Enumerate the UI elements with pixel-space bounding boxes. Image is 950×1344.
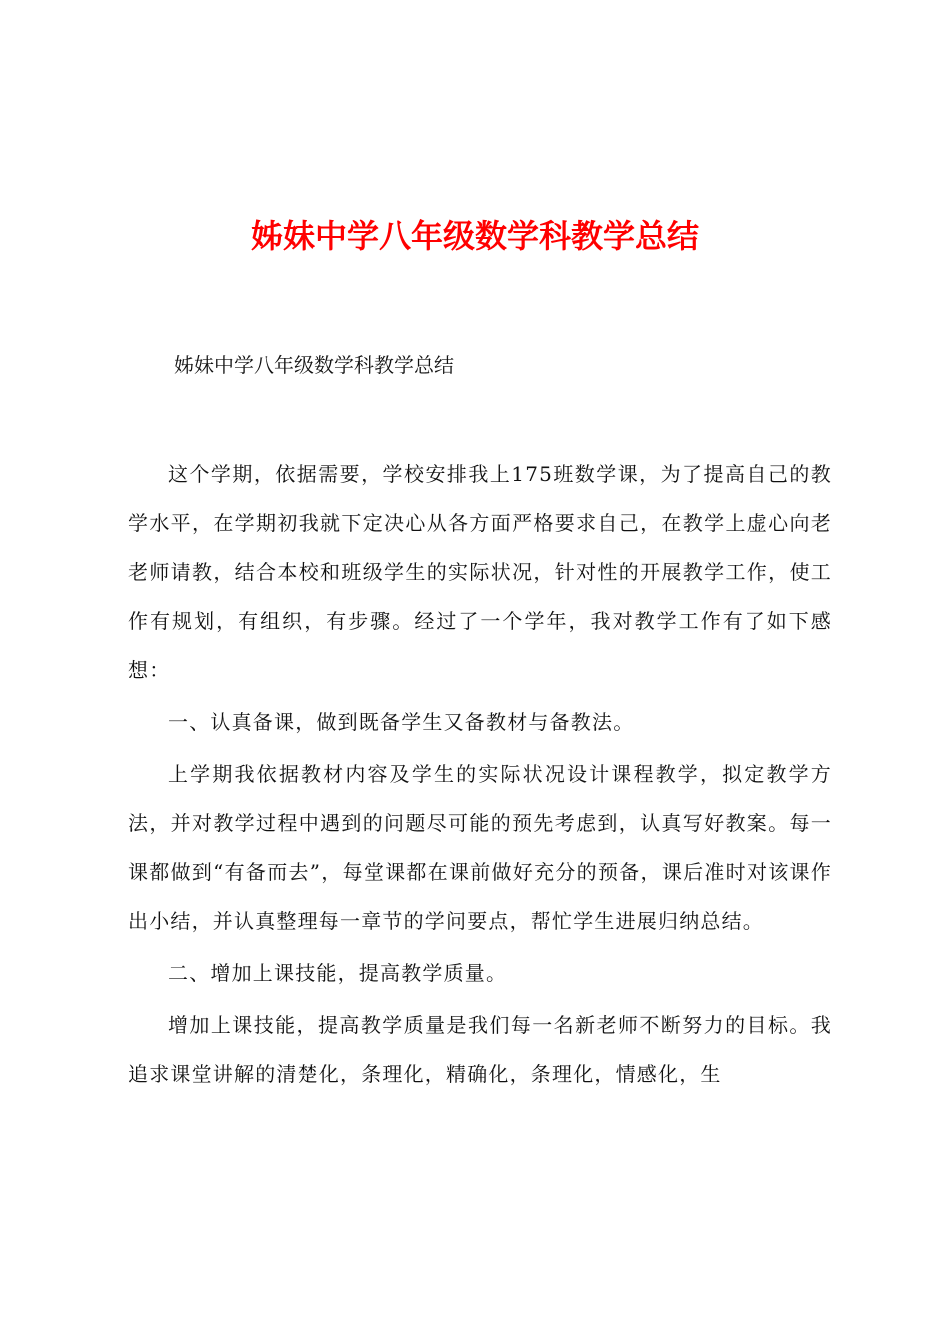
document-body <box>128 450 832 1102</box>
section-heading-1: 一、认真备课，做到既备学生又备教材与备教法。 <box>168 710 635 734</box>
section-heading-2: 二、增加上课技能，提高教学质量。 <box>168 961 508 985</box>
document-title: 姊妹中学八年级数学科教学总结 <box>250 217 699 255</box>
document-subtitle: 姊妹中学八年级数学科教学总结 <box>174 353 454 377</box>
paragraph-section-1: 上学期我依据教材内容及学生的实际状况设计课程教学，拟定教学方法，并对教学过程中遇到的问题尽可能的预先考虑到，认真写好教案。每一课都做到“有备而去”，每堂课都在课前做好充分的预备，课后准时对该课作出小结，并认真整理每一章节的学问要点，帮忙学生进展归纳总结。 <box>128 762 832 933</box>
paragraph-intro: 这个学期，依据需要，学校安排我上175班数学课，为了提高自己的教学水平，在学期初我就下定决心从各方面严格要求自己，在教学上虚心向老老师请教，结合本校和班级学生的实际状况，针对性的开展教学工作，使工作有规划，有组织，有步骤。经过了一个学年，我对教学工作有了如下感想： <box>128 462 832 682</box>
paragraph-section-2: 增加上课技能，提高教学质量是我们每一名新老师不断努力的目标。我追求课堂讲解的清楚化，条理化，精确化，条理化，情感化，生 <box>128 1013 832 1086</box>
